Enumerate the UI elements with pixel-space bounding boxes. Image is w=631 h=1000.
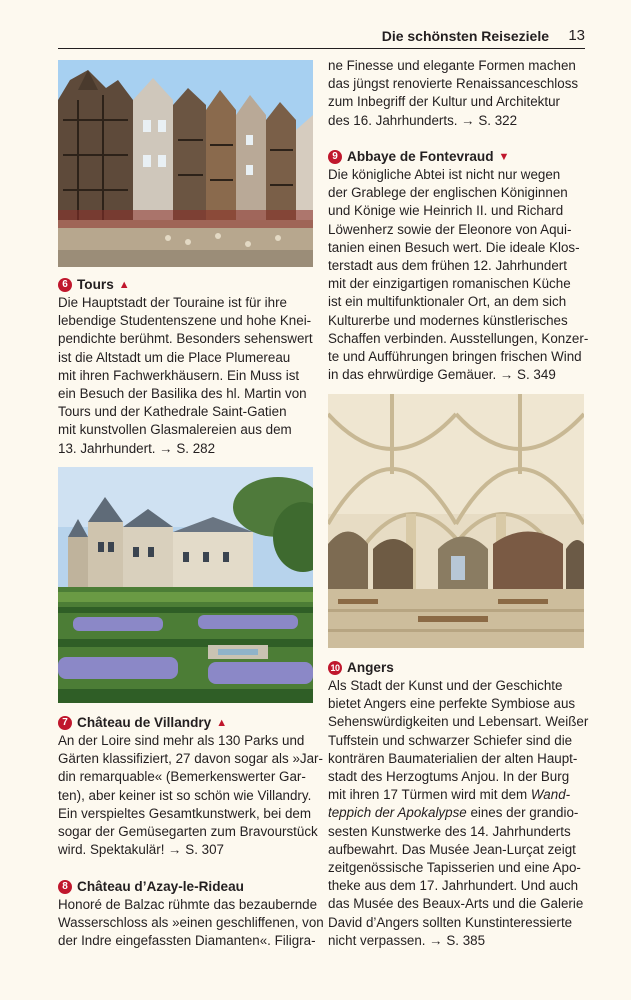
section-tours [58, 276, 313, 458]
section-title: Die schönsten Reiseziele [381, 28, 549, 44]
number-badge: 7 [58, 716, 72, 730]
angers-text [328, 677, 589, 950]
azay-title: Château d’Azay-le-Rideau [77, 879, 244, 894]
villandry-text [58, 732, 323, 859]
text-line: Sehenswürdigkeiten und Lebensart. Weißer [328, 714, 589, 730]
number-badge: 6 [58, 278, 72, 292]
tours-heading [58, 276, 313, 294]
text-line: Ein verspieltes Gesamtkunstwerk, bei dem [58, 805, 312, 821]
number-badge: 10 [328, 661, 342, 675]
text-line: David d’Angers sollten Kunstinteressierte [328, 914, 573, 930]
text-line: Kulturerbe und modernes künstlerisches [328, 312, 568, 328]
text-line: mit ihren Fachwerkhäusern. Ein Muss ist [58, 367, 300, 383]
text-line: stadt des Herzogtums Anjou. In der Burg [328, 769, 570, 785]
text-line: konträren Baumaterialien der alten Haupt- [328, 750, 578, 766]
text-line: ne Finesse und elegante Formen machen [328, 58, 576, 73]
number-badge: 9 [328, 150, 342, 164]
text-line: ein Besuch der Basilika des hl. Martin von [58, 386, 307, 402]
tours-photo [58, 60, 313, 267]
azay-text-part1 [58, 896, 324, 951]
text-line: nicht verpassen. → S. 385 [328, 932, 486, 948]
fontevraud-text [328, 166, 589, 384]
page-number: 13 [568, 27, 585, 44]
down-triangle-icon: ▼ [498, 151, 510, 163]
tours-text [58, 294, 313, 458]
section-azay-continued [328, 57, 584, 130]
text-line: din remarquable« (Bemerkenswerter Gar- [58, 769, 306, 785]
angers-heading [328, 659, 584, 677]
text-line: lebendige Studentenszene und hohe Knei- [58, 313, 312, 329]
text-line: ten), aber keiner ist so schön wie Villandry. [58, 787, 312, 803]
text-line: tanien einen Besuch wert. Die ideale Klos- [328, 239, 580, 255]
text-line: ist ein multifunktionaler Ort, an dem sich [328, 294, 567, 310]
villandry-title: Château de Villandry [77, 715, 212, 730]
text-line: wird. Spektakulär! → S. 307 [58, 842, 224, 858]
text-line: mit der einzigartigen romanischen Küche [328, 276, 571, 292]
section-azay [58, 878, 324, 951]
text-line: mit kunstvollen Glasmalereien aus dem [58, 422, 292, 438]
text-line: das Musée des Beaux-Arts und die Galerie [328, 896, 584, 912]
text-line: zum Inbegriff der Kultur und Architektur [328, 94, 560, 110]
section-angers [328, 659, 589, 950]
section-fontevraud [328, 148, 589, 384]
villandry-heading [58, 714, 313, 732]
fontevraud-title: Abbaye de Fontevraud [347, 149, 494, 164]
text-line: sesten Kunstwerke des 14. Jahrhunderts [328, 823, 571, 839]
up-triangle-icon: ▲ [216, 717, 228, 729]
text-line: mit ihren 17 Türmen wird mit dem Wand- [328, 787, 571, 803]
text-line: 13. Jahrhundert. → S. 282 [58, 440, 216, 456]
text-line: theke aus dem 17. Jahrhundert. Und auch [328, 878, 579, 894]
text-line: aufbewahrt. Das Musée Jean-Lurçat zeigt [328, 841, 576, 857]
text-line: Tuffstein und schwarzer Schiefer sind die [328, 732, 573, 748]
tours-title: Tours [77, 277, 114, 292]
text-line: Die königliche Abtei ist nicht nur wegen [328, 167, 561, 182]
text-line: und Könige wie Heinrich II. und Richard [328, 203, 564, 219]
text-line: Löwenherz sowie der Eleonore von Aqui- [328, 221, 572, 237]
number-badge: 8 [58, 880, 72, 894]
text-line: pendichte berühmt. Besonders sehenswert [58, 331, 313, 347]
text-line: sogar der Gemüsegarten zum Bravourstück [58, 824, 318, 840]
azay-text-part2 [328, 57, 584, 130]
text-line: bietet Angers eine perfekte Symbiose aus [328, 696, 576, 712]
fontevraud-heading [328, 148, 584, 166]
text-line: in das ehrwürdige Gemäuer. → S. 349 [328, 367, 556, 383]
text-line: zeitgenössische Tapisserien und eine Apo- [328, 860, 581, 876]
section-villandry [58, 714, 323, 859]
text-line: Tours und der Kathedrale Saint-Gatien [58, 404, 287, 420]
text-line: ist die Altstadt um die Place Plumereau [58, 349, 291, 365]
angers-title: Angers [347, 660, 394, 675]
text-line: teppich der Apokalypse eines der grandio- [328, 805, 579, 821]
text-line: Schaffen verbinden. Ausstellungen, Konzer- [328, 330, 589, 346]
text-line: terstadt aus dem frühen 12. Jahrhundert [328, 258, 567, 274]
text-line: Gärten klassifiziert, 27 davon sogar als »Jar- [58, 751, 323, 767]
villandry-photo [58, 467, 313, 703]
text-line: Wasserschloss als »einen geschliffenen, von [58, 915, 324, 931]
text-line: Die Hauptstadt der Touraine ist für ihre [58, 295, 287, 310]
text-line: der Indre eingefassten Diamanten«. Filigra- [58, 933, 316, 949]
fontevraud-photo [328, 394, 584, 648]
text-line: An der Loire sind mehr als 130 Parks und [58, 733, 305, 748]
text-line: te und Aufführungen bringen frischen Wind [328, 349, 582, 365]
azay-heading [58, 878, 313, 896]
text-line: des 16. Jahrhunderts. → S. 322 [328, 112, 518, 128]
text-line: das jüngst renovierte Renaissanceschloss [328, 76, 579, 92]
text-line: der Grablege der englischen Königinnen [328, 185, 568, 201]
text-line: Honoré de Balzac rühmte das bezaubernde [58, 897, 318, 912]
text-line: Als Stadt der Kunst und der Geschichte [328, 678, 563, 693]
up-triangle-icon: ▲ [118, 279, 130, 291]
running-header [58, 28, 585, 49]
